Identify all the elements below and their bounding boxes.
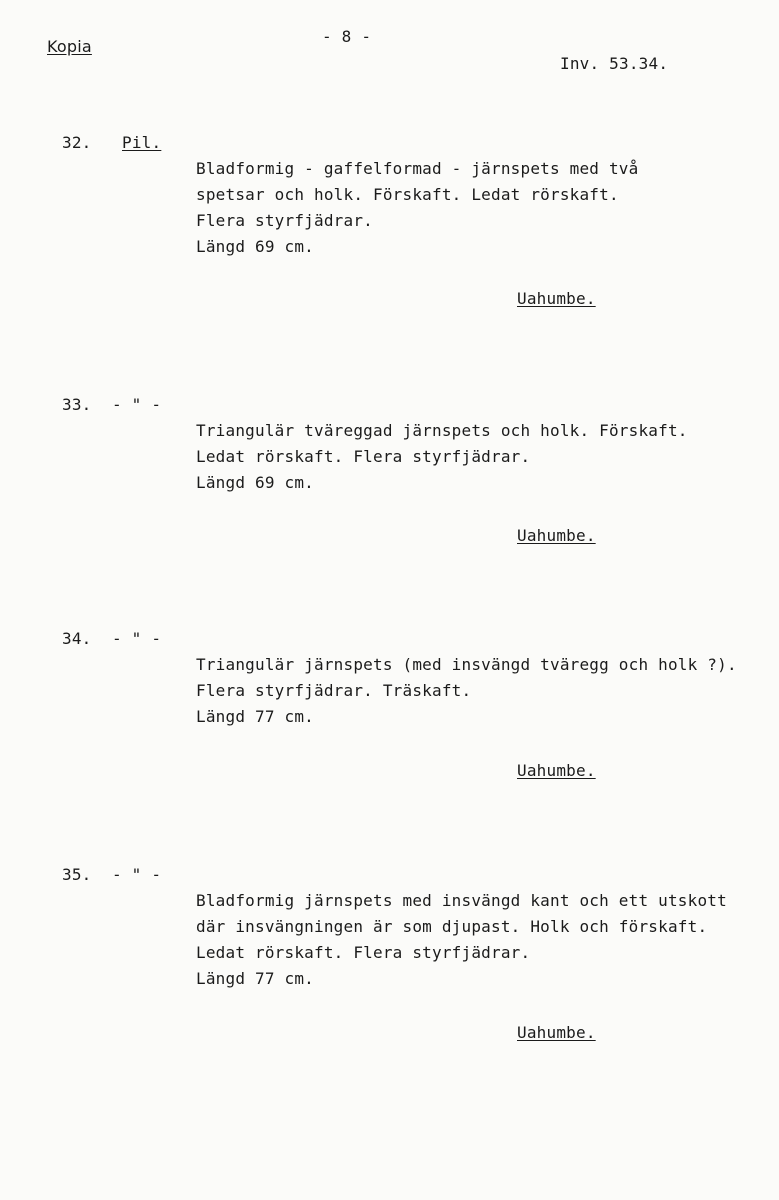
entry-description-line: Ledat rörskaft. Flera styrfjädrar. bbox=[196, 943, 531, 962]
entry-type: - " - bbox=[112, 865, 162, 884]
entry-origin: Uahumbe. bbox=[517, 289, 596, 308]
entry-type: Pil. bbox=[122, 133, 162, 152]
entry-number: 34. bbox=[62, 629, 92, 648]
copy-label: Kopia bbox=[47, 37, 92, 56]
entry-description-line: spetsar och holk. Förskaft. Ledat rörskaft. bbox=[196, 185, 619, 204]
entry-origin: Uahumbe. bbox=[517, 1023, 596, 1042]
entry-description-line: Bladformig järnspets med insvängd kant och ett utskott bbox=[196, 891, 727, 910]
entry-description-line: Triangulär tväreggad järnspets och holk. Förskaft. bbox=[196, 421, 688, 440]
entry-description-line: Flera styrfjädrar. Träskaft. bbox=[196, 681, 472, 700]
entry-number: 32. bbox=[62, 133, 92, 152]
entry-length: Längd 69 cm. bbox=[196, 237, 314, 256]
entry-length: Längd 77 cm. bbox=[196, 707, 314, 726]
entry-description-line: Flera styrfjädrar. bbox=[196, 211, 373, 230]
entry-type: - " - bbox=[112, 629, 162, 648]
entry-origin: Uahumbe. bbox=[517, 761, 596, 780]
entry-description-line: Bladformig - gaffelformad - järnspets med två bbox=[196, 159, 639, 178]
entry-length: Längd 77 cm. bbox=[196, 969, 314, 988]
inventory-number: Inv. 53.34. bbox=[560, 54, 669, 73]
entry-number: 35. bbox=[62, 865, 92, 884]
entry-origin: Uahumbe. bbox=[517, 526, 596, 545]
entry-length: Längd 69 cm. bbox=[196, 473, 314, 492]
entry-description-line: Ledat rörskaft. Flera styrfjädrar. bbox=[196, 447, 531, 466]
page-number: - 8 - bbox=[322, 27, 372, 46]
entry-number: 33. bbox=[62, 395, 92, 414]
entry-description-line: Triangulär järnspets (med insvängd tväregg och holk ?). bbox=[196, 655, 737, 674]
entry-description-line: där insvängningen är som djupast. Holk och förskaft. bbox=[196, 917, 708, 936]
entry-type: - " - bbox=[112, 395, 162, 414]
